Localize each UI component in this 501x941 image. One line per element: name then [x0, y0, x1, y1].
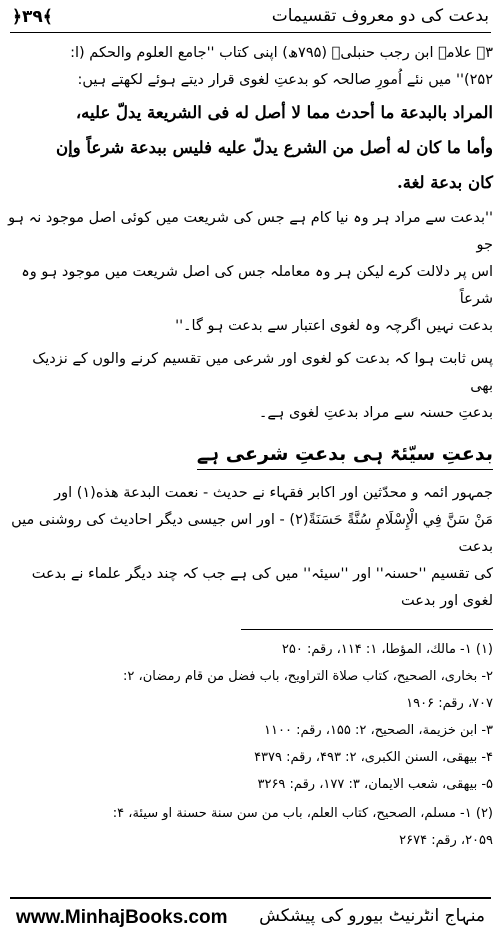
footnote-line: ۲۰۵۹، رقم: ۲۶۷۴ — [399, 833, 493, 848]
website-link[interactable]: www.MinhajBooks.com — [16, 907, 228, 928]
footnote-divider — [241, 629, 493, 630]
translation-line-1: ''بدعت سے مراد ہر وہ نیا کام ہے جس کی شریعت میں کوئی اصل موجود نہ ہو جو — [8, 210, 493, 253]
intro-line-2: ۲۵۲)'' میں نئے اُمورِ صالحہ کو بدعتِ لغوی قرار دیتے ہوئے لکھتے ہیں: — [77, 72, 493, 88]
arabic-quote-line-2: وأما ما كان له أصل من الشرع يدلّ عليه فليس ببدعة شرعاً وإن — [56, 138, 493, 157]
translation-line-2: اس پر دلالت کرے لیکن ہر وہ معاملہ جس کی اصل شریعت میں موجود ہو وہ شرعاً — [21, 264, 493, 307]
section-heading: بدعتِ سیّئۃ ہی بدعتِ شرعی ہے — [197, 443, 493, 470]
chapter-title: بدعت کی دو معروف تقسیمات — [271, 6, 489, 26]
footnote-1 — [8, 636, 493, 798]
translation-line-3: بدعت نہیں اگرچہ وہ لغوی اعتبار سے بدعت ہو گا۔'' — [175, 318, 493, 334]
footnote-line: (۱) ۱- مالك، المؤطا، ۱: ۱۱۴، رقم: ۲۵۰ — [281, 642, 493, 657]
footnote-line: ۷۰۷، رقم: ۱۹۰۶ — [406, 696, 493, 711]
page-number: ﴿۳۹﴾ — [12, 7, 53, 27]
arabic-quote-line-1: المراد بالبدعة ما أحدث مما لا أصل له فی الشريعة يدلّ عليه، — [75, 103, 493, 122]
footnote-line: (۲) ۱- مسلم، الصحيح، كتاب العلم، باب من سن سنة حسنة او سيئة، ۴: — [112, 806, 493, 821]
arabic-quote-line-3: كان بدعة لغة. — [396, 173, 493, 192]
section-line-2: مَنْ سَنَّ فِي الْإِسْلَامِ سُنَّةً حَسَنَةً(۲) - اور اس جیسی دیگر احادیث کی روشنی میں بدعت — [11, 512, 493, 555]
page-body — [8, 40, 493, 856]
footnote-line: ۲- بخاری، الصحيح، كتاب صلاة التراويح، باب فضل من قام رمضان، ۲: — [122, 669, 493, 684]
footnote-line: ۵- بيهقی، شعب الايمان، ۳: ۱۷۷، رقم: ۳۲۶۹ — [257, 777, 493, 792]
publisher-credit: منہاج انٹرنیٹ بیورو کی پیشکش — [259, 906, 485, 926]
section-line-3: کی تقسیم ''حسنہ'' اور ''سیئہ'' میں کی ہے جب کہ چند دیگر علماء نے بدعت لغوی اور بدعت — [31, 566, 493, 609]
conclusion-line-1: پس ثابت ہوا کہ بدعت کو لغوی اور شرعی میں تقسیم کرنے والوں کے نزدیک بھی — [32, 351, 493, 394]
footnote-line: ۴- بيهقی، السنن الكبرى، ۲: ۴۹۳، رقم: ۴۳۷۹ — [254, 750, 493, 765]
page-header — [10, 4, 491, 33]
page-footer — [10, 897, 491, 935]
footnote-2 — [8, 800, 493, 854]
footnote-line: ۳- ابن خزيمة، الصحيح، ۲: ۱۵۵، رقم: ۱۱۰۰ — [264, 723, 493, 738]
section-line-1: جمہور ائمہ و محدّثین اور اکابر فقہاء نے حدیث - نعمت البدعة هذه(۱) اور — [54, 485, 493, 501]
intro-line-1: ۳۔ علامہ ابن رجب حنبلیؒ (۷۹۵ھ) اپنی کتاب ''جامع العلوم والحکم (ا: — [70, 45, 493, 61]
conclusion-line-2: بدعتِ حسنہ سے مراد بدعتِ لغوی ہے۔ — [258, 405, 493, 421]
